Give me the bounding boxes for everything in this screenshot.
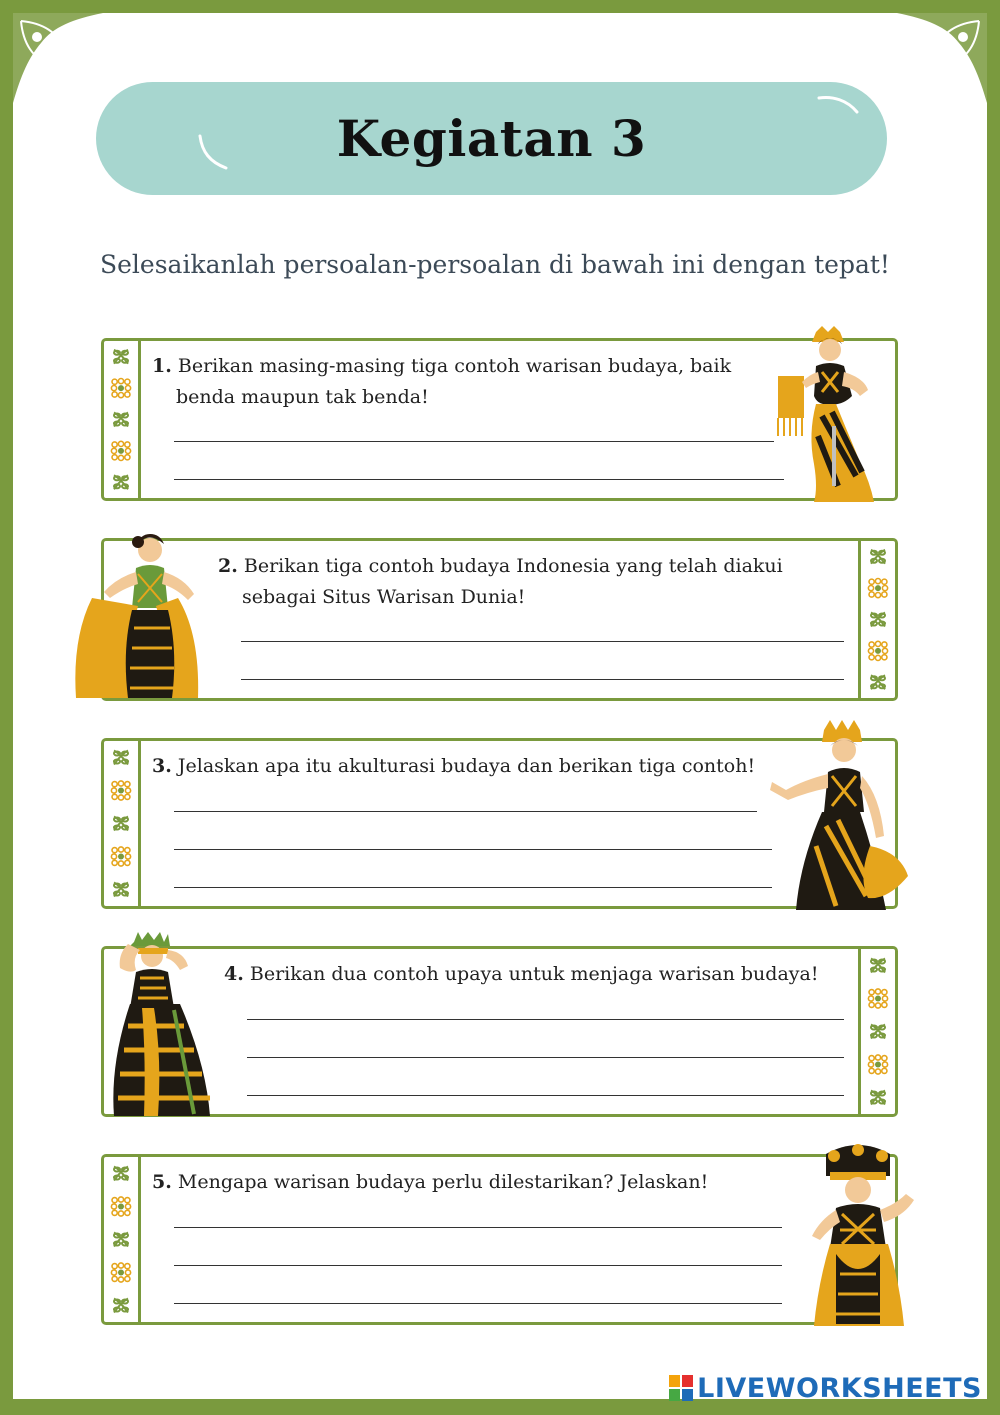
shine-icon xyxy=(813,90,863,120)
dancer-illustration-icon xyxy=(800,1144,916,1326)
answer-line[interactable] xyxy=(247,1095,844,1096)
corner-flourish-icon xyxy=(13,13,103,103)
liveworksheets-watermark xyxy=(669,1373,982,1403)
answer-line[interactable] xyxy=(247,1057,844,1058)
floral-ornament-strip xyxy=(104,741,141,906)
dancer-illustration-icon xyxy=(72,528,212,704)
question-number: 5. xyxy=(152,1171,172,1193)
floral-ornament-icon xyxy=(861,949,895,1114)
answer-line[interactable] xyxy=(174,1303,782,1304)
answer-line[interactable] xyxy=(174,1227,782,1228)
answer-line[interactable] xyxy=(241,679,844,680)
floral-ornament-strip xyxy=(104,1157,141,1322)
question-4-text xyxy=(224,959,844,990)
title-banner xyxy=(96,82,887,195)
question-line: Berikan dua contoh upaya untuk menjaga warisan budaya! xyxy=(249,963,819,985)
answer-line[interactable] xyxy=(247,1019,844,1020)
question-number: 2. xyxy=(218,555,238,577)
floral-ornament-strip xyxy=(858,541,895,698)
question-line: sebagai Situs Warisan Dunia! xyxy=(242,586,526,608)
answer-line[interactable] xyxy=(174,887,772,888)
answer-line[interactable] xyxy=(174,849,772,850)
dancer-illustration-icon xyxy=(766,716,912,910)
instruction-text: Selesaikanlah persoalan-persoalan di bawah ini dengan tepat! xyxy=(100,250,890,279)
answer-line[interactable] xyxy=(241,641,844,642)
question-1-text xyxy=(152,351,752,413)
floral-ornament-icon xyxy=(861,541,895,698)
dancer-illustration-icon xyxy=(104,930,220,1116)
question-card-2 xyxy=(101,538,898,701)
question-number: 4. xyxy=(224,963,244,985)
floral-ornament-icon xyxy=(104,741,138,906)
question-card-5 xyxy=(101,1154,898,1325)
question-number: 3. xyxy=(152,755,172,777)
corner-flourish-icon xyxy=(897,13,987,103)
question-line: Berikan masing-masing tiga contoh warisan budaya, baik xyxy=(177,355,732,377)
answer-line[interactable] xyxy=(174,811,757,812)
floral-ornament-strip xyxy=(104,341,141,498)
answer-line[interactable] xyxy=(174,1265,782,1266)
question-3-text xyxy=(152,751,772,782)
question-line: Mengapa warisan budaya perlu dilestarikan? Jelaskan! xyxy=(177,1171,709,1193)
question-line: Jelaskan apa itu akulturasi budaya dan berikan tiga contoh! xyxy=(177,755,756,777)
question-card-4 xyxy=(101,946,898,1117)
floral-ornament-icon xyxy=(104,341,138,498)
question-line: Berikan tiga contoh budaya Indonesia yang telah diakui xyxy=(243,555,783,577)
dancer-illustration-icon xyxy=(772,326,892,502)
floral-ornament-strip xyxy=(858,949,895,1114)
answer-line[interactable] xyxy=(174,441,774,442)
question-5-text xyxy=(152,1167,772,1198)
question-2-text xyxy=(218,551,818,613)
floral-ornament-icon xyxy=(104,1157,138,1322)
liveworksheets-logo-icon xyxy=(669,1375,693,1401)
page-title: Kegiatan 3 xyxy=(336,109,647,168)
question-line: benda maupun tak benda! xyxy=(176,386,429,408)
watermark-text: LIVEWORKSHEETS xyxy=(697,1372,982,1404)
question-number: 1. xyxy=(152,355,172,377)
answer-line[interactable] xyxy=(174,479,784,480)
shine-icon xyxy=(196,132,236,172)
